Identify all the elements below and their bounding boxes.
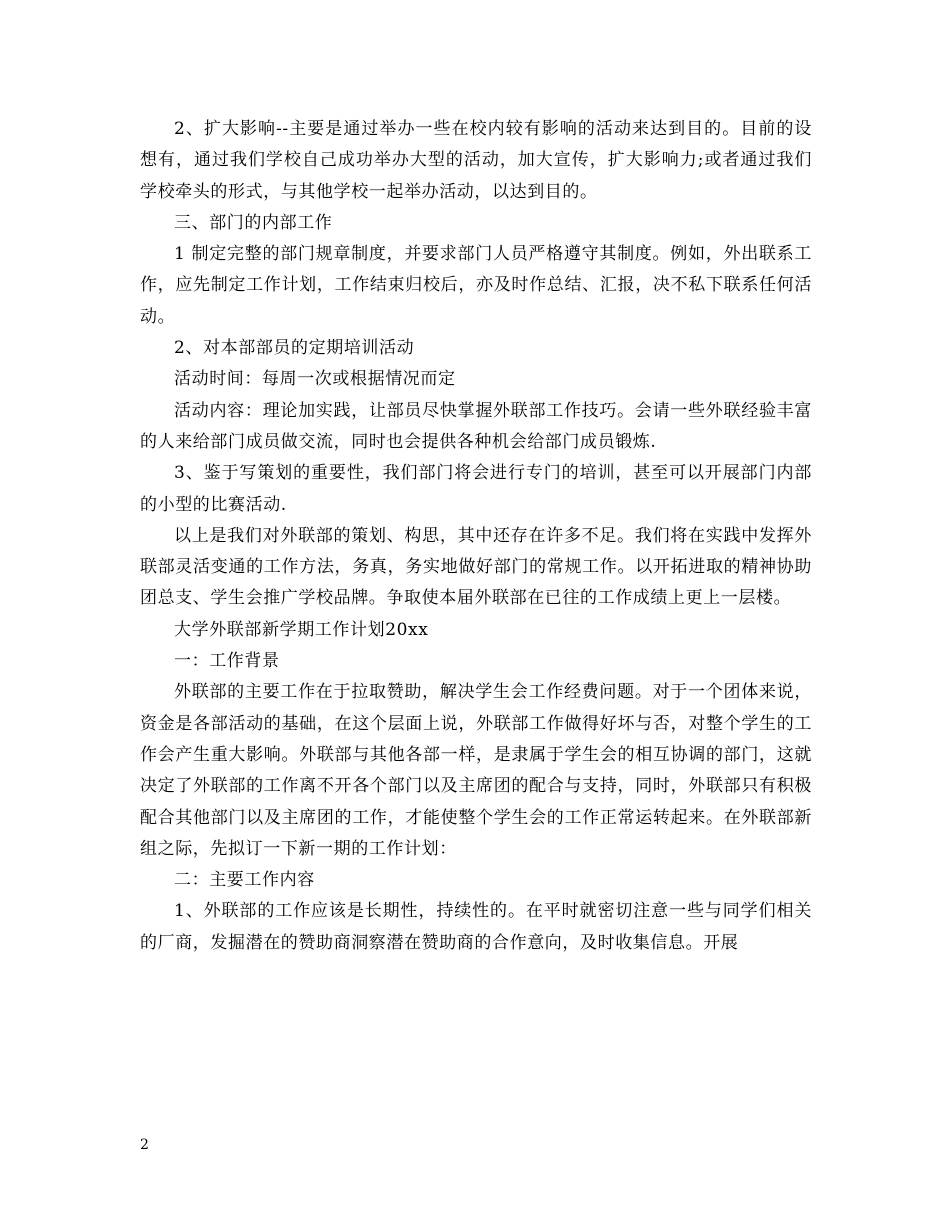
paragraph: 3、鉴于写策划的重要性，我们部门将会进行专门的培训，甚至可以开展部门内部的小型的比赛活动.	[140, 463, 812, 515]
paragraph: 2、对本部部员的定期培训活动	[174, 338, 415, 359]
section-heading: 三、部门的内部工作	[174, 212, 333, 233]
document-title: 大学外联部新学期工作计划20xx	[174, 619, 429, 640]
paragraph: 1 制定完整的部门规章制度，并要求部门人员严格遵守其制度。例如，外出联系工作，应先制定工作计划，工作结束归校后，亦及时作总结、汇报，决不私下联系任何活动。	[140, 244, 812, 327]
paragraph: 活动时间：每周一次或根据情况而定	[174, 369, 456, 390]
paragraph: 2、扩大影响--主要是通过举办一些在校内较有影响的活动来达到目的。目前的设想有，通过我们学校自己成功举办大型的活动，加大宣传，扩大影响力;或者通过我们学校牵头的形式，与其他学校一起举办活动，以达到目的。	[140, 119, 812, 202]
document-body	[140, 114, 812, 959]
paragraph: 外联部的主要工作在于拉取赞助，解决学生会工作经费问题。对于一个团体来说，资金是各部活动的基础，在这个层面上说，外联部工作做得好坏与否，对整个学生的工作会产生重大影响。外联部与其他各部一样，是隶属于学生会的相互协调的部门，这就决定了外联部的工作离不开各个部门以及主席团的配合与支持，同时，外联部只有积极配合其他部门以及主席团的工作，才能使整个学生会的工作正常运转起来。在外联部新组之际，先拟订一下新一期的工作计划：	[140, 682, 812, 859]
page-number: 2	[140, 1137, 149, 1153]
section-heading: 一：工作背景	[174, 651, 280, 672]
paragraph: 以上是我们对外联部的策划、构思，其中还存在许多不足。我们将在实践中发挥外联部灵活变通的工作方法，务真，务实地做好部门的常规工作。以开拓进取的精神协助团总支、学生会推广学校品牌。争取使本届外联部在已往的工作成绩上更上一层楼。	[140, 525, 812, 609]
section-heading: 二：主要工作内容	[174, 870, 315, 891]
paragraph: 1、外联部的工作应该是长期性，持续性的。在平时就密切注意一些与同学们相关的厂商，发掘潜在的赞助商洞察潜在赞助商的合作意向，及时收集信息。开展	[140, 901, 812, 953]
paragraph: 活动内容：理论加实践，让部员尽快掌握外联部工作技巧。会请一些外联经验丰富的人来给部门成员做交流，同时也会提供各种机会给部门成员锻炼.	[140, 400, 812, 452]
